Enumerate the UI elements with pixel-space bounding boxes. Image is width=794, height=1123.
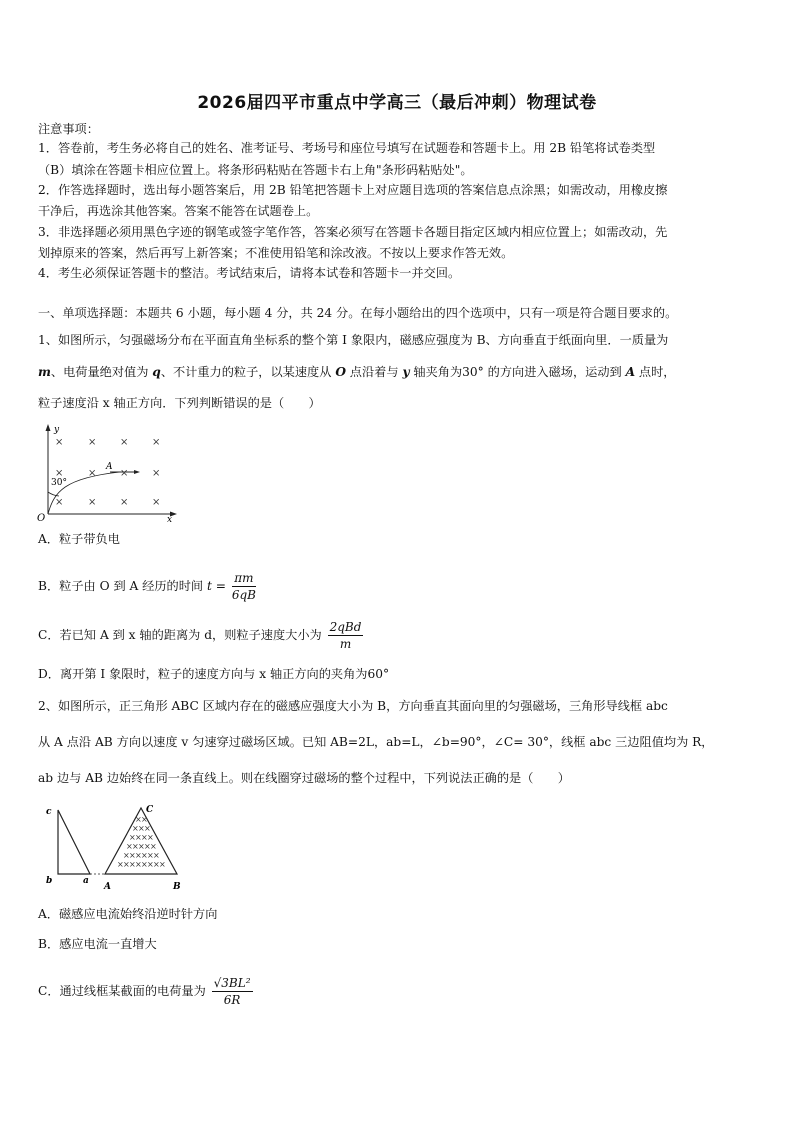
field-cross: × [129, 833, 136, 842]
triangle-field-crosses [117, 815, 166, 869]
q1-option-b-text: B．粒子由 O 到 A 经历的时间 [38, 579, 204, 593]
q1-text: 、不计重力的粒子，以某速度从 [160, 365, 336, 379]
field-cross: × [135, 860, 142, 869]
field-cross: × [88, 497, 97, 508]
field-cross: × [129, 860, 136, 869]
field-cross: × [150, 842, 157, 851]
field-cross: × [153, 851, 160, 860]
notice-line-2: （B）填涂在答题卡相应位置上。将条形码粘贴在答题卡右上角"条形码粘贴处"。 [38, 163, 473, 177]
field-cross: × [132, 842, 139, 851]
q1-option-b-t: t = [207, 579, 226, 593]
q2-figure [40, 800, 200, 895]
q1-var-o: O [335, 365, 346, 379]
q1-stem-line-1: 1、如图所示，匀强磁场分布在平面直角坐标系的整个第 I 象限内，磁感应强度为 B、方向垂直于纸面向里．一质量为 [38, 333, 669, 347]
fraction-denominator: m [339, 637, 352, 651]
field-cross: × [141, 860, 148, 869]
angle-label: 30° [51, 478, 67, 488]
field-cross: × [152, 468, 161, 479]
field-cross: × [55, 437, 64, 448]
page-title: 2026届四平市重点中学高三（最后冲刺）物理试卷 [197, 93, 597, 113]
notice-line-7: 4．考生必须保证答题卡的整洁。考试结束后，请将本试卷和答题卡一并交回。 [38, 266, 461, 280]
field-cross: × [159, 860, 166, 869]
q1-var-q: q [152, 365, 161, 379]
q2-option-c-fraction [212, 975, 253, 1008]
field-cross: × [120, 437, 129, 448]
q1-var-y: y [402, 365, 410, 379]
notice-line-6: 划掉原来的答案，然后再写上新答案；不准使用铅笔和涂改液。不按以上要求作答无效。 [38, 246, 514, 260]
field-cross: × [120, 468, 129, 479]
field-cross: × [141, 851, 148, 860]
field-cross: × [132, 824, 139, 833]
field-cross: × [126, 842, 133, 851]
magnetic-field-crosses [55, 437, 160, 508]
q2-option-b: B．感应电流一直增大 [38, 937, 157, 951]
q1-text: 点时， [635, 365, 676, 379]
field-cross: × [152, 437, 161, 448]
q1-stem-line-3: 粒子速度沿 x 轴正方向．下列判断错误的是（ ） [38, 396, 321, 410]
field-cross: × [135, 815, 142, 824]
point-a-label: A [106, 462, 113, 472]
q1-figure [34, 422, 184, 522]
field-cross: × [123, 860, 130, 869]
field-cross: × [135, 833, 142, 842]
field-cross: × [55, 468, 64, 479]
notice-line-5: 3．非选择题必须用黑色字迹的钢笔或签字笔作答，答案必须写在答题卡各题目指定区域内相应位置上；如需改动，先 [38, 225, 668, 239]
field-cross: × [123, 851, 130, 860]
fraction-numerator: 2qBd [329, 620, 362, 634]
label-a-small: a [83, 876, 89, 886]
section-heading: 一、单项选择题：本题共 6 小题，每小题 4 分，共 24 分。在每小题给出的四个选项中，只有一项是符合题目要求的。 [38, 306, 678, 320]
field-cross: × [141, 833, 148, 842]
q1-text: 轴夹角为30° 的方向进入磁场，运动到 [409, 365, 626, 379]
label-A: A [104, 882, 111, 892]
field-cross: × [152, 497, 161, 508]
field-cross: × [144, 842, 151, 851]
field-cross: × [147, 851, 154, 860]
velocity-arrowhead [134, 470, 140, 474]
field-cross: × [147, 833, 154, 842]
field-cross: × [120, 497, 129, 508]
field-cross: × [135, 851, 142, 860]
q1-var-a: A [625, 365, 636, 379]
q1-option-a: A．粒子带负电 [38, 532, 120, 546]
label-b-small: b [46, 876, 53, 886]
q1-var-m: m [38, 365, 51, 379]
field-cross: × [138, 842, 145, 851]
q1-text: 点沿着与 [345, 365, 403, 379]
q2-stem-line-3: ab 边与 AB 边始终在同一条直线上。则在线圈穿过磁场的整个过程中，下列说法正确的是（ ） [38, 771, 570, 785]
y-axis-arrow [46, 424, 51, 431]
q1-text: 、电荷量绝对值为 [50, 365, 153, 379]
q1-option-c [38, 617, 758, 653]
notice-line-3: 2．作答选择题时，选出每小题答案后，用 2B 铅笔把答题卡上对应题目选项的答案信息点涂黑；如需改动，用橡皮擦 [38, 183, 668, 197]
label-B: B [173, 882, 181, 892]
field-cross: × [55, 497, 64, 508]
wire-frame-abc [58, 810, 90, 874]
field-cross: × [153, 860, 160, 869]
fraction-numerator: πm [232, 570, 256, 587]
field-cross: × [88, 437, 97, 448]
x-axis-label: x [167, 515, 173, 522]
q2-option-c-text: C．通过线框某截面的电荷量为 [38, 984, 206, 998]
fraction-numerator: √3BL² [213, 976, 251, 990]
fraction-denominator: 6qB [231, 588, 256, 602]
q2-option-c [38, 972, 758, 1010]
q1-option-b-fraction [232, 570, 256, 603]
field-cross: × [117, 860, 124, 869]
field-cross: × [129, 851, 136, 860]
q1-option-c-fraction [328, 619, 364, 652]
q1-stem-line-2 [38, 363, 758, 381]
q2-stem-line-2: 从 A 点沿 AB 方向以速度 v 匀速穿过磁场区域。已知 AB=2L，ab=L，∠b=90°，∠C= 30°，线框 abc 三边阻值均为 R， [38, 735, 714, 749]
q1-option-b [38, 568, 758, 604]
field-cross: × [144, 824, 151, 833]
notice-heading: 注意事项： [38, 122, 99, 136]
field-cross: × [138, 824, 145, 833]
field-cross: × [88, 468, 97, 479]
q2-stem-line-1: 2、如图所示，正三角形 ABC 区域内存在的磁感应强度大小为 B，方向垂直其面向里的匀强磁场，三角形导线框 abc [38, 699, 668, 713]
origin-label: O [37, 513, 46, 522]
q1-option-d: D．离开第 I 象限时，粒子的速度方向与 x 轴正方向的夹角为60° [38, 667, 390, 681]
notice-line-4: 干净后，再选涂其他答案。答案不能答在试题卷上。 [38, 204, 319, 218]
label-c-small: c [46, 807, 52, 817]
label-C: C [146, 805, 154, 815]
y-axis-label: y [54, 425, 60, 435]
field-cross: × [141, 815, 148, 824]
q2-option-a: A．磁感应电流始终沿逆时针方向 [38, 907, 218, 921]
q1-option-c-text: C．若已知 A 到 x 轴的距离为 d，则粒子速度大小为 [38, 628, 322, 642]
fraction-denominator: 6R [223, 993, 241, 1007]
notice-line-1: 1．答卷前，考生务必将自己的姓名、准考证号、考场号和座位号填写在试题卷和答题卡上。用 2B 铅笔将试卷类型 [38, 141, 656, 155]
field-cross: × [147, 860, 154, 869]
